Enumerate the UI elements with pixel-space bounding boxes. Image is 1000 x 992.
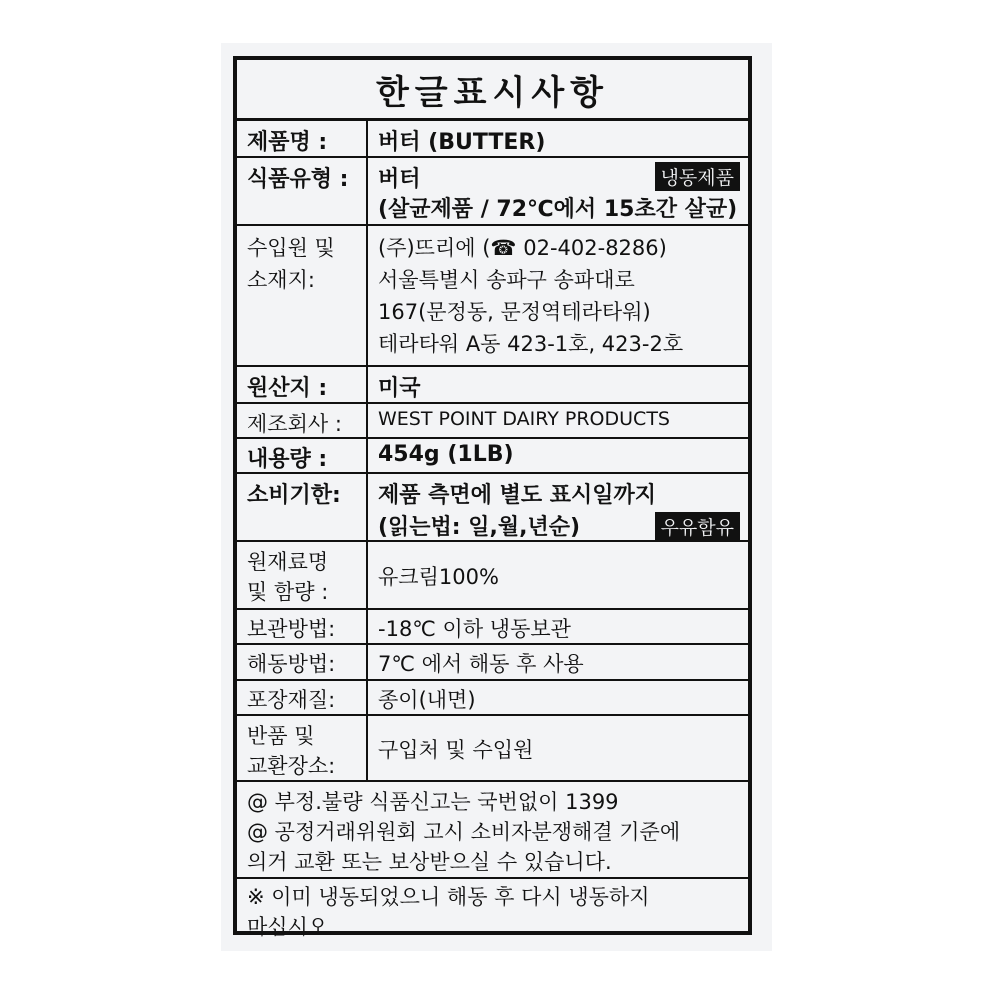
exchange-label-1: 반품 및 xyxy=(247,724,315,748)
food-type-value-1: 버터 xyxy=(378,167,421,192)
food-type-label: 식품유형 : xyxy=(247,167,349,192)
importer-value-1: (주)뜨리에 (☎ 02-402-8286) xyxy=(378,236,667,260)
product-name-label: 제품명 : xyxy=(247,130,328,155)
row-exchange xyxy=(237,716,748,782)
packaging-value: 종이(내면) xyxy=(378,688,476,712)
product-name-value: 버터 (BUTTER) xyxy=(378,130,546,155)
row-product-name xyxy=(237,121,748,158)
expiry-value-2: (읽는법: 일,월,년순) xyxy=(378,515,581,540)
row-ingredients xyxy=(237,542,748,610)
row-food-type xyxy=(237,158,748,226)
notice-line-1: @ 부정.불량 식품신고는 국번없이 1399 xyxy=(247,790,619,814)
exchange-label-2: 교환장소: xyxy=(247,754,336,778)
consumer-notice xyxy=(237,782,748,879)
label-frame xyxy=(233,56,752,939)
origin-label: 원산지 : xyxy=(247,376,328,401)
warning-line-1: ※ 이미 냉동되었으니 해동 후 다시 냉동하지 xyxy=(247,885,650,909)
refreeze-warning xyxy=(237,879,748,939)
label-sheet xyxy=(221,43,772,951)
importer-value-2: 서울특별시 송파구 송파대로 xyxy=(378,268,635,292)
thawing-value: 7℃ 에서 해동 후 사용 xyxy=(378,652,584,676)
net-content-label: 내용량 : xyxy=(247,447,328,472)
packaging-label: 포장재질: xyxy=(247,688,336,712)
row-net-content xyxy=(237,439,748,474)
importer-label-1: 수입원 및 xyxy=(247,236,335,260)
storage-value: -18℃ 이하 냉동보관 xyxy=(378,617,571,641)
ingredients-value: 유크림100% xyxy=(378,565,499,589)
notice-line-2: @ 공정거래위원회 고시 소비자분쟁해결 기준에 xyxy=(247,820,681,844)
frozen-product-badge: 냉동제품 xyxy=(655,162,740,191)
row-importer xyxy=(237,226,748,367)
manufacturer-label: 제조회사 : xyxy=(247,412,342,436)
ingredients-label-2: 및 함량 : xyxy=(247,580,329,604)
origin-value: 미국 xyxy=(378,376,421,401)
importer-value-4: 테라타워 A동 423-1호, 423-2호 xyxy=(378,332,684,356)
notice-line-3: 의거 교환 또는 보상받으실 수 있습니다. xyxy=(247,850,612,874)
expiry-value-1: 제품 측면에 별도 표시일까지 xyxy=(378,483,657,508)
expiry-label: 소비기한: xyxy=(247,483,341,508)
importer-label-2: 소재지: xyxy=(247,268,315,292)
row-manufacturer xyxy=(237,404,748,439)
storage-label: 보관방법: xyxy=(247,617,336,641)
ingredients-label-1: 원재료명 xyxy=(247,550,329,574)
row-thawing xyxy=(237,645,748,681)
row-origin xyxy=(237,367,748,404)
food-type-value-2: (살균제품 / 72℃에서 15초간 살균) xyxy=(378,197,738,222)
row-storage xyxy=(237,610,748,645)
label-title: 한글표시사항 xyxy=(237,60,748,121)
row-expiry xyxy=(237,474,748,542)
warning-line-2: 마십시오. xyxy=(247,915,335,939)
importer-value-3: 167(문정동, 문정역테라타워) xyxy=(378,300,651,324)
thawing-label: 해동방법: xyxy=(247,652,336,676)
row-packaging xyxy=(237,681,748,716)
milk-content-badge: 우유함유 xyxy=(655,512,740,541)
net-content-value: 454g (1LB) xyxy=(378,442,514,467)
manufacturer-value: WEST POINT DAIRY PRODUCTS xyxy=(378,408,670,430)
exchange-value: 구입처 및 수입원 xyxy=(378,738,534,762)
